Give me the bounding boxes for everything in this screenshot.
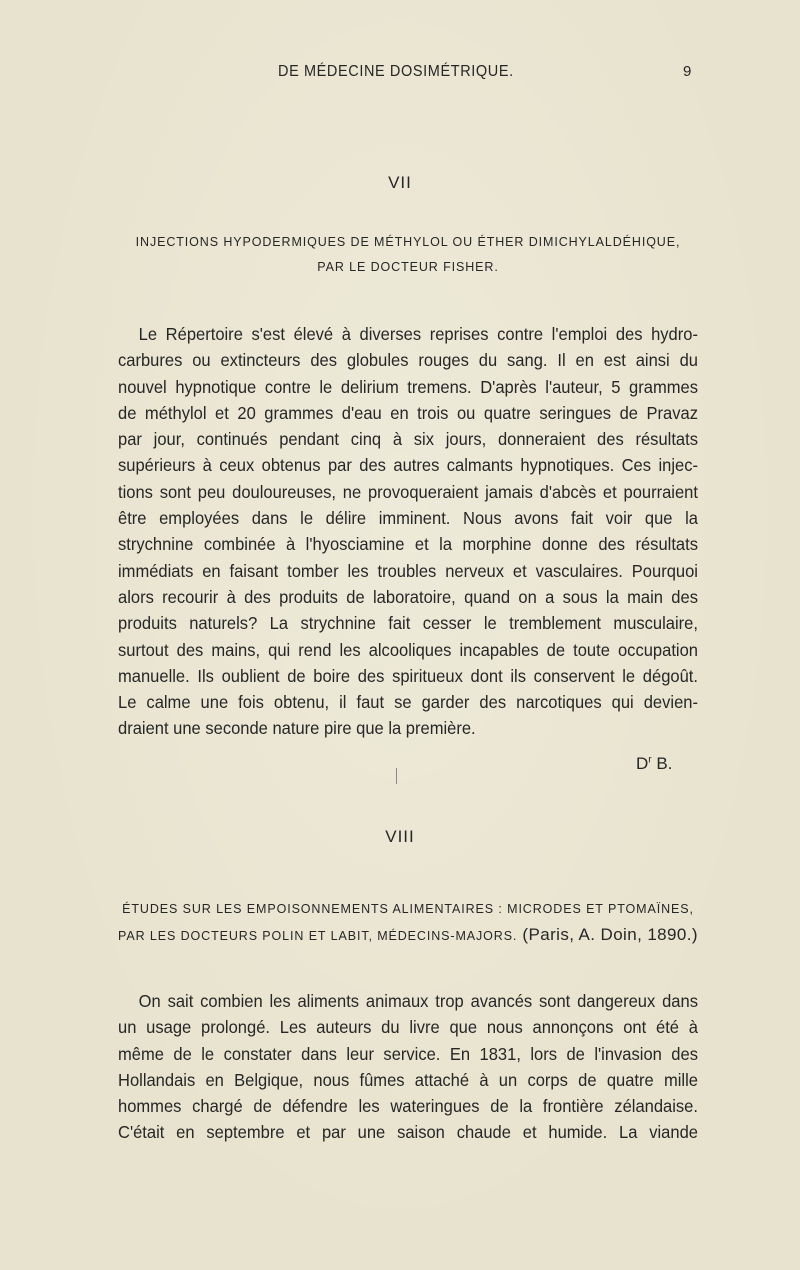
section-heading-vii-line-2: PAR LE DOCTEUR FISHER. — [317, 260, 499, 274]
paragraph-viii — [118, 988, 698, 1146]
section-heading-vii — [118, 230, 698, 280]
paragraph-vii — [118, 321, 698, 742]
paragraph-line: alors recourir à des produits de laboratoire, quand on a sous la main des — [118, 586, 698, 607]
section-number-viii: VIII — [385, 827, 415, 846]
section-number-vii: VII — [388, 173, 412, 192]
section-heading-viii-line-1: ÉTUDES SUR LES EMPOISONNEMENTS ALIMENTAIRES : MICRODES ET PTOMAÏNES, — [122, 902, 694, 916]
running-head — [0, 64, 800, 84]
paragraph-line: manuelle. Ils oublient de boire des spiritueux dont ils conservent le dégoût. — [118, 665, 698, 686]
heading-authors: PAR LES DOCTEURS POLIN ET LABIT, MÉDECINS-MAJORS. — [118, 929, 518, 943]
paragraph-line: C'était en septembre et par une saison chaude et humide. La viande — [118, 1122, 698, 1143]
paragraph-line: être employées dans le délire imminent. Nous avons fait voir que la — [118, 508, 698, 529]
paragraph-line: hommes chargé de défendre les wateringues de la frontière zélandaise. — [118, 1096, 698, 1117]
signature-name: B. — [651, 754, 673, 773]
heading-publisher: (Paris, A. Doin, 1890.) — [517, 925, 698, 944]
paragraph-line: tions sont peu douloureuses, ne provoqueraient jamais d'abcès et pourraient — [118, 481, 698, 502]
paragraph-line: immédiats en faisant tomber les troubles nerveux et vasculaires. Pourquoi — [118, 560, 698, 581]
paragraph-line: Le calme une fois obtenu, il faut se garder des narcotiques qui devien- — [118, 692, 698, 713]
signature-sup: r — [648, 754, 652, 766]
paragraph-line: par jour, continués pendant cinq à six jours, donneraient des résultats — [118, 429, 698, 450]
paragraph-line-text: On sait combien les aliments animaux trop avancés sont dangereux dans — [138, 991, 698, 1011]
section-heading-viii — [118, 897, 698, 949]
paragraph-line: draient une seconde nature pire que la première. — [118, 718, 476, 739]
paragraph-line: un usage prolongé. Les auteurs du livre que nous annonçons ont été à — [118, 1017, 698, 1038]
paragraph-line: même de le constater dans leur service. En 1831, lors de l'invasion des — [118, 1043, 698, 1064]
paragraph-line — [118, 321, 698, 347]
paragraph-line: strychnine combinée à l'hyosciamine et la morphine donne des résultats — [118, 534, 698, 555]
section-heading-vii-line-1: INJECTIONS HYPODERMIQUES DE MÉTHYLOL OU ÉTHER DIMICHYLALDÉHIQUE, — [135, 235, 681, 249]
paragraph-line: carbures ou extincteurs des globules rouges du sang. Il en est ainsi du — [118, 350, 698, 371]
paragraph-line: nouvel hypnotique contre le delirium tremens. D'après l'auteur, 5 grammes — [118, 376, 698, 397]
paragraph-line: Hollandais en Belgique, nous fûmes attaché à un corps de quatre mille — [118, 1069, 698, 1090]
signature — [636, 754, 672, 774]
section-heading-viii-line-2 — [118, 922, 698, 949]
page-number: 9 — [683, 63, 692, 80]
tick-mark — [396, 768, 397, 784]
paragraph-line: de méthylol et 20 grammes d'eau en trois ou quatre seringues de Pravaz — [118, 402, 698, 423]
running-title: DE MÉDECINE DOSIMÉTRIQUE. — [278, 63, 514, 81]
paragraph-line — [118, 988, 698, 1014]
paragraph-line: produits naturels? La strychnine fait cesser le tremblement musculaire, — [118, 613, 698, 634]
paragraph-line: surtout des mains, qui rend les alcooliques incapables de toute occupation — [118, 639, 698, 660]
signature-prefix: D — [636, 754, 649, 773]
paragraph-line-text: Le Répertoire s'est élevé à diverses reprises contre l'emploi des hydro- — [138, 324, 698, 344]
paragraph-line: supérieurs à ceux obtenus par des autres calmants hypnotiques. Ces injec- — [118, 455, 698, 476]
